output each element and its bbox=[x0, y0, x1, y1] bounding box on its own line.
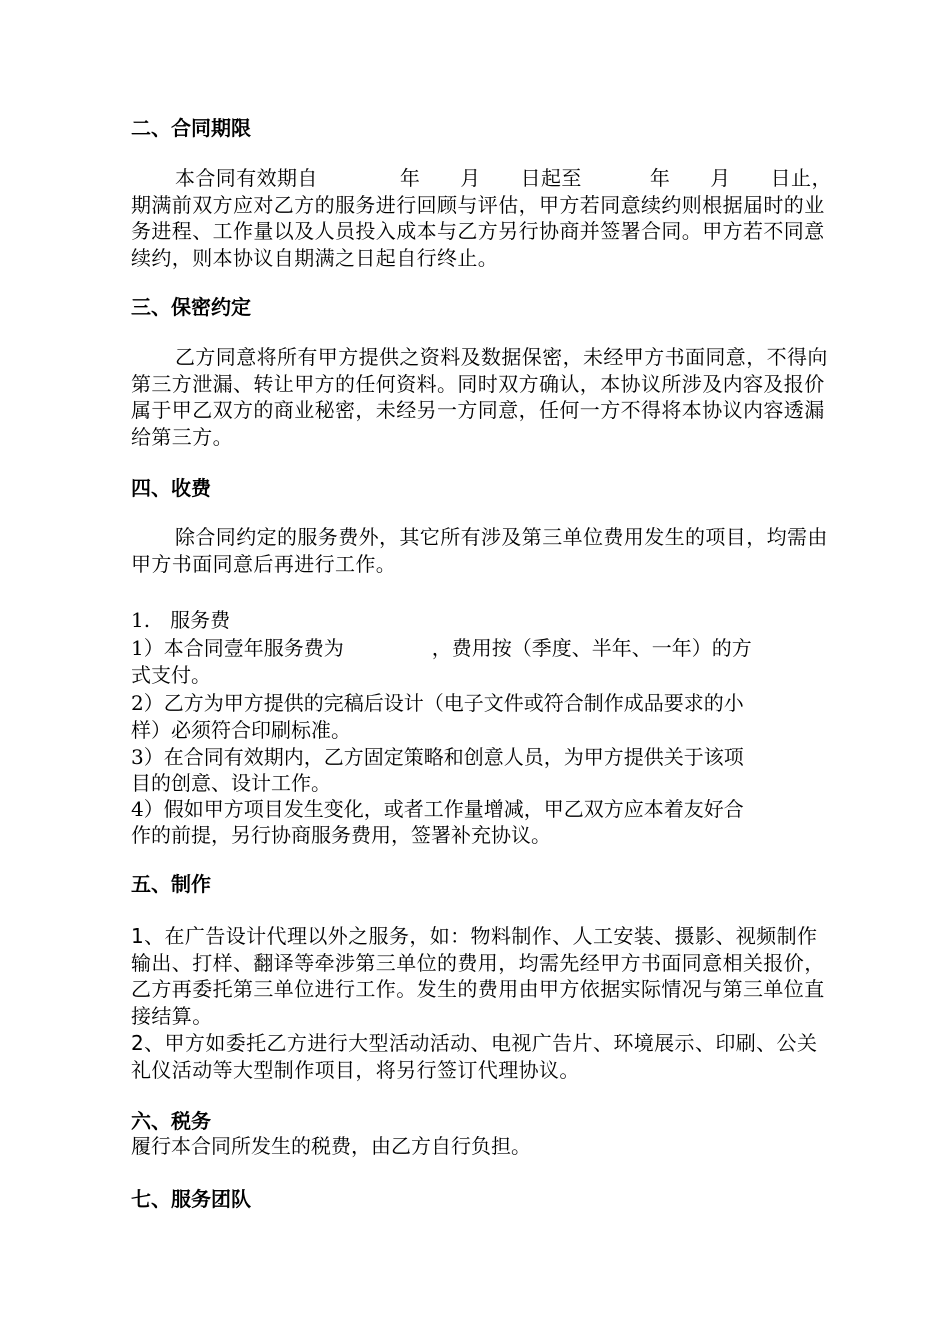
term-month-1: 月 bbox=[460, 166, 481, 190]
term-prefix: 本合同有效期自 bbox=[175, 166, 318, 190]
service-fee-item-4-line-1: 4）假如甲方项目发生变化，或者工作量增减，甲乙双方应本着友好合 bbox=[131, 797, 744, 821]
production-paragraph-2: 2、甲方如委托乙方进行大型活动活动、电视广告片、环境展示、印刷、公关礼仪活动等大型制作项目，将另行签订代理协议。 bbox=[131, 1031, 818, 1082]
section-heading-fees: 四、收费 bbox=[131, 476, 211, 500]
term-day-1: 日起至 bbox=[520, 166, 582, 190]
confidentiality-paragraph: 乙方同意将所有甲方提供之资料及数据保密，未经甲方书面同意，不得向第三方泄漏、转让甲方的任何资料。同时双方确认，本协议所涉及内容及报价属于甲乙双方的商业秘密，未经另一方同意，任何一方不得将本协议内容透漏给第三方。 bbox=[131, 345, 828, 449]
service-fee-item-4-line-2: 作的前提，另行协商服务费用，签署补充协议。 bbox=[131, 823, 551, 847]
service-fee-item-3-line-1: 3）在合同有效期内，乙方固定策略和创意人员，为甲方提供关于该项 bbox=[131, 745, 744, 769]
term-month-2: 月 bbox=[710, 166, 731, 190]
fees-paragraph bbox=[131, 524, 836, 577]
term-paragraph bbox=[131, 165, 836, 271]
fees-text-a: 除合同约定的服务 bbox=[175, 525, 339, 549]
document-page bbox=[131, 0, 836, 1344]
service-fee-item-3-line-2: 目的创意、设计工作。 bbox=[131, 771, 331, 795]
section-heading-confidentiality: 三、保密约定 bbox=[131, 295, 251, 319]
service-fee-item-1-line-1: 1）本合同壹年服务费为 ，费用按（季度、半年、一年）的方 bbox=[131, 636, 752, 660]
fees-text-c: 再进行工作。 bbox=[273, 551, 397, 576]
production-paragraph-1: 1、在广告设计代理以外之服务，如：物料制作、人工安装、摄影、视频制作输出、打样、翻译等牵涉第三单位的费用，均需先经甲方书面同意相关报价，乙方再委托第三单位进行工作。发生的费用由甲方依据实际情况与第三单位直接结算。 bbox=[131, 924, 825, 1028]
term-year-1: 年 bbox=[399, 166, 421, 190]
term-rest: 期满前双方应对乙方的服务进行回顾与评估，甲方若同意续约则根据届时的业务进程、工作量以及人员投入成本与乙方另行协商并签署合同。甲方若不同意续约，则本协议自期满之日起自行终止。 bbox=[131, 192, 825, 270]
service-fee-title: 1. 服务费 bbox=[131, 608, 231, 632]
section-heading-production: 五、制作 bbox=[131, 872, 211, 896]
fees-text-b: 费外，其它所有涉及第三单位费用发生的项目，均需由甲方书面同意后 bbox=[131, 525, 828, 576]
service-fee-item-2-line-2: 样）必须符合印刷标准。 bbox=[131, 718, 351, 742]
tax-paragraph: 履行本合同所发生的税费，由乙方自行负担。 bbox=[131, 1134, 531, 1158]
service-fee-item-1-line-2: 式支付。 bbox=[131, 663, 211, 687]
term-day-2: 日止， bbox=[770, 166, 832, 190]
service-fee-item-2-line-1: 2）乙方为甲方提供的完稿后设计（电子文件或符合制作成品要求的小 bbox=[131, 691, 744, 715]
section-heading-tax: 六、税务 bbox=[131, 1109, 211, 1133]
section-heading-team: 七、服务团队 bbox=[131, 1187, 251, 1211]
term-year-2: 年 bbox=[649, 166, 671, 190]
section-heading-term: 二、合同期限 bbox=[131, 116, 251, 140]
